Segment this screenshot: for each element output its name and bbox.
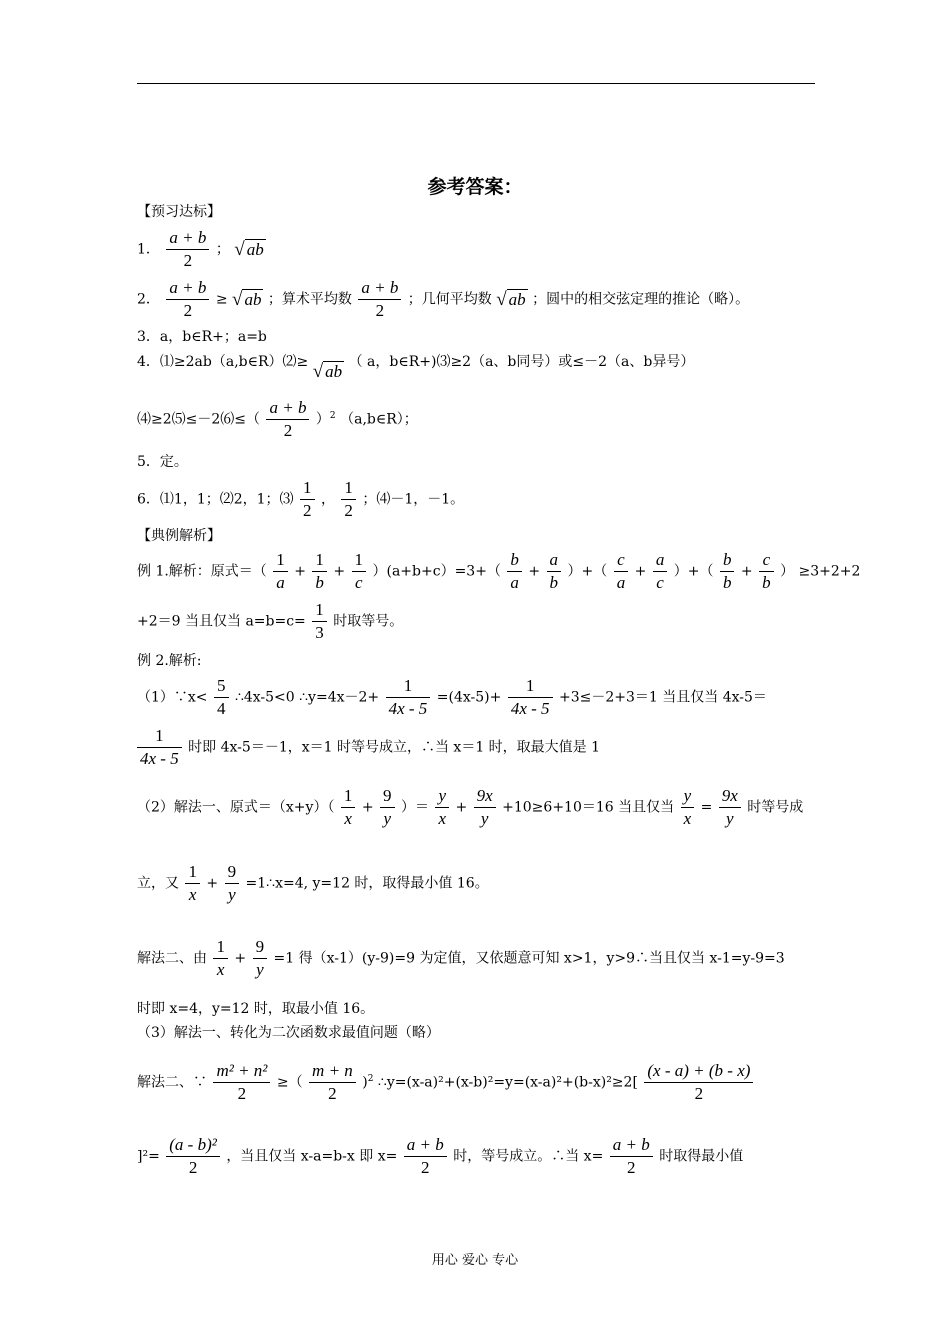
sqrt-ab: √ ab [232, 288, 262, 310]
sqrt-ab: √ ab [312, 361, 343, 382]
fraction: $\frac{1}{2}$ [300, 478, 315, 521]
example-2-part-1-cont: $\frac{1}{4x - 5}$ 时即 4x-5＝－1，x＝1 时等号成立，∴当 x＝1 时，取最大值是 1 [137, 726, 600, 769]
answer-3: 3．a，b∈R+；a=b [137, 329, 267, 345]
section-heading-preview: 【预习达标】 [137, 204, 221, 220]
example-2-part-3-cont: ]²= $\frac{\text{(a - b)²}}{2}$ ，当且仅当 x-a=b-x 即 x= $\frac{a + b}{2}$ 时，等号成立。∴当 x= $\frac{a + b}{2}$ 时取得最小值 [137, 1135, 744, 1177]
sqrt-ab: √ ab [496, 288, 526, 310]
page-title: 参考答案： [427, 176, 523, 198]
answer-2: 2． $\frac{a + b}{2}$ ≥ √ ab ；算术平均数 $\frac{a + b}{2}$ ；几何平均数 √ ab ；圆中的相交弦定理的推论（略）。 [137, 278, 750, 320]
fraction: $\frac{a + b}{2}$ [266, 398, 309, 441]
fraction: $\frac{a + b}{2}$ [166, 228, 209, 271]
example-2-part-3-method-2: 解法二、∵ $\frac{\text{m² + n²}}{2}$ ≥（ $\frac{m + n}{2}$ )$^2$ ∴y=(x-a)²+(x-b)²=y=(x-a)²+(b-x)²≥2[ $\frac{(x - a) + (b - x)}{2}$ [137, 1061, 755, 1104]
example-2: 例 2.解析: [137, 653, 202, 669]
sqrt-ab: √ ab [234, 238, 264, 260]
section-heading-examples: 【典例解析】 [137, 528, 221, 544]
header-rule [137, 83, 815, 84]
example-2-part-2-cont: 立，又 $\frac{1}{x}$ + $\frac{9}{y}$ =1∴x=4, y=12 时，取得最小值 16。 [137, 862, 489, 904]
answer-6: 6．⑴1，1；⑵2，1；⑶ $\frac{1}{2}$ ， $\frac{1}{2}$ ；⑷－1，－1。 [137, 478, 465, 520]
fraction: $\frac{a + b}{2}$ [166, 278, 209, 321]
example-1-cont: +2＝9 当且仅当 a=b=c= $\frac{1}{3}$ 时取等号。 [137, 600, 404, 642]
answer-4: 4．⑴≥2ab（a,b∈R）⑵≥ √ ab （ a，b∈R+)⑶≥2（a、b同号）或≤－2（a、b异号） [137, 354, 695, 382]
example-2-part-3: （3）解法一、转化为二次函数求最值问题（略） [137, 1025, 440, 1041]
example-2-method-2: 解法二、由 $\frac{1}{x}$ + $\frac{9}{y}$ =1 得（x-1）(y-9)=9 为定值，又依题意可知 x>1，y>9∴当且仅当 x-1=y-9=3 [137, 937, 785, 979]
example-2-method-2-cont: 时即 x=4，y=12 时，取最小值 16。 [137, 1001, 375, 1017]
page-footer: 用心 爱心 专心 [431, 1253, 519, 1268]
answer-1: 1． $\frac{a + b}{2}$ ； √ ab [137, 228, 264, 270]
example-2-part-2: （2）解法一、原式＝（x+y）（ $\frac{1}{x}$ + $\frac{9}{y}$ ）＝ $\frac{y}{x}$ + $\frac{9x}{y}$ +10≥6+10＝16 当且仅当 $\frac{y}{x}$ = $\frac{9x}{y}$ 时等号成 [137, 786, 804, 828]
fraction: $\frac{a + b}{2}$ [358, 278, 401, 321]
answer-5: 5．定。 [137, 454, 188, 470]
example-1: 例 1.解析：原式＝（ $\frac{1}{a}$ + $\frac{1}{b}$ + $\frac{1}{c}$ ）(a+b+c）=3+（ $\frac{b}{a}$ + $\frac{a}{b}$ ）+（ $\frac{c}{a}$ + $\frac{a}{c}$ ）+（ $\frac{b}{b}$ + $\frac{c}{b}$ ） ≥3+2+2 [137, 550, 861, 592]
fraction: $\frac{1}{2}$ [341, 478, 356, 521]
example-2-part-1: （1）∵x< $\frac{5}{4}$ ∴4x-5<0 ∴y=4x－2+ $\frac{1}{4x - 5}$ =(4x-5)+ $\frac{1}{4x - 5}$ +3≤－2+3＝1 当且仅当 4x-5＝ [137, 676, 767, 718]
answer-4-cont: ⑷≥2⑸≤－2⑹≤（ $\frac{a + b}{2}$ ）$^2$ （a,b∈R）； [137, 398, 418, 440]
